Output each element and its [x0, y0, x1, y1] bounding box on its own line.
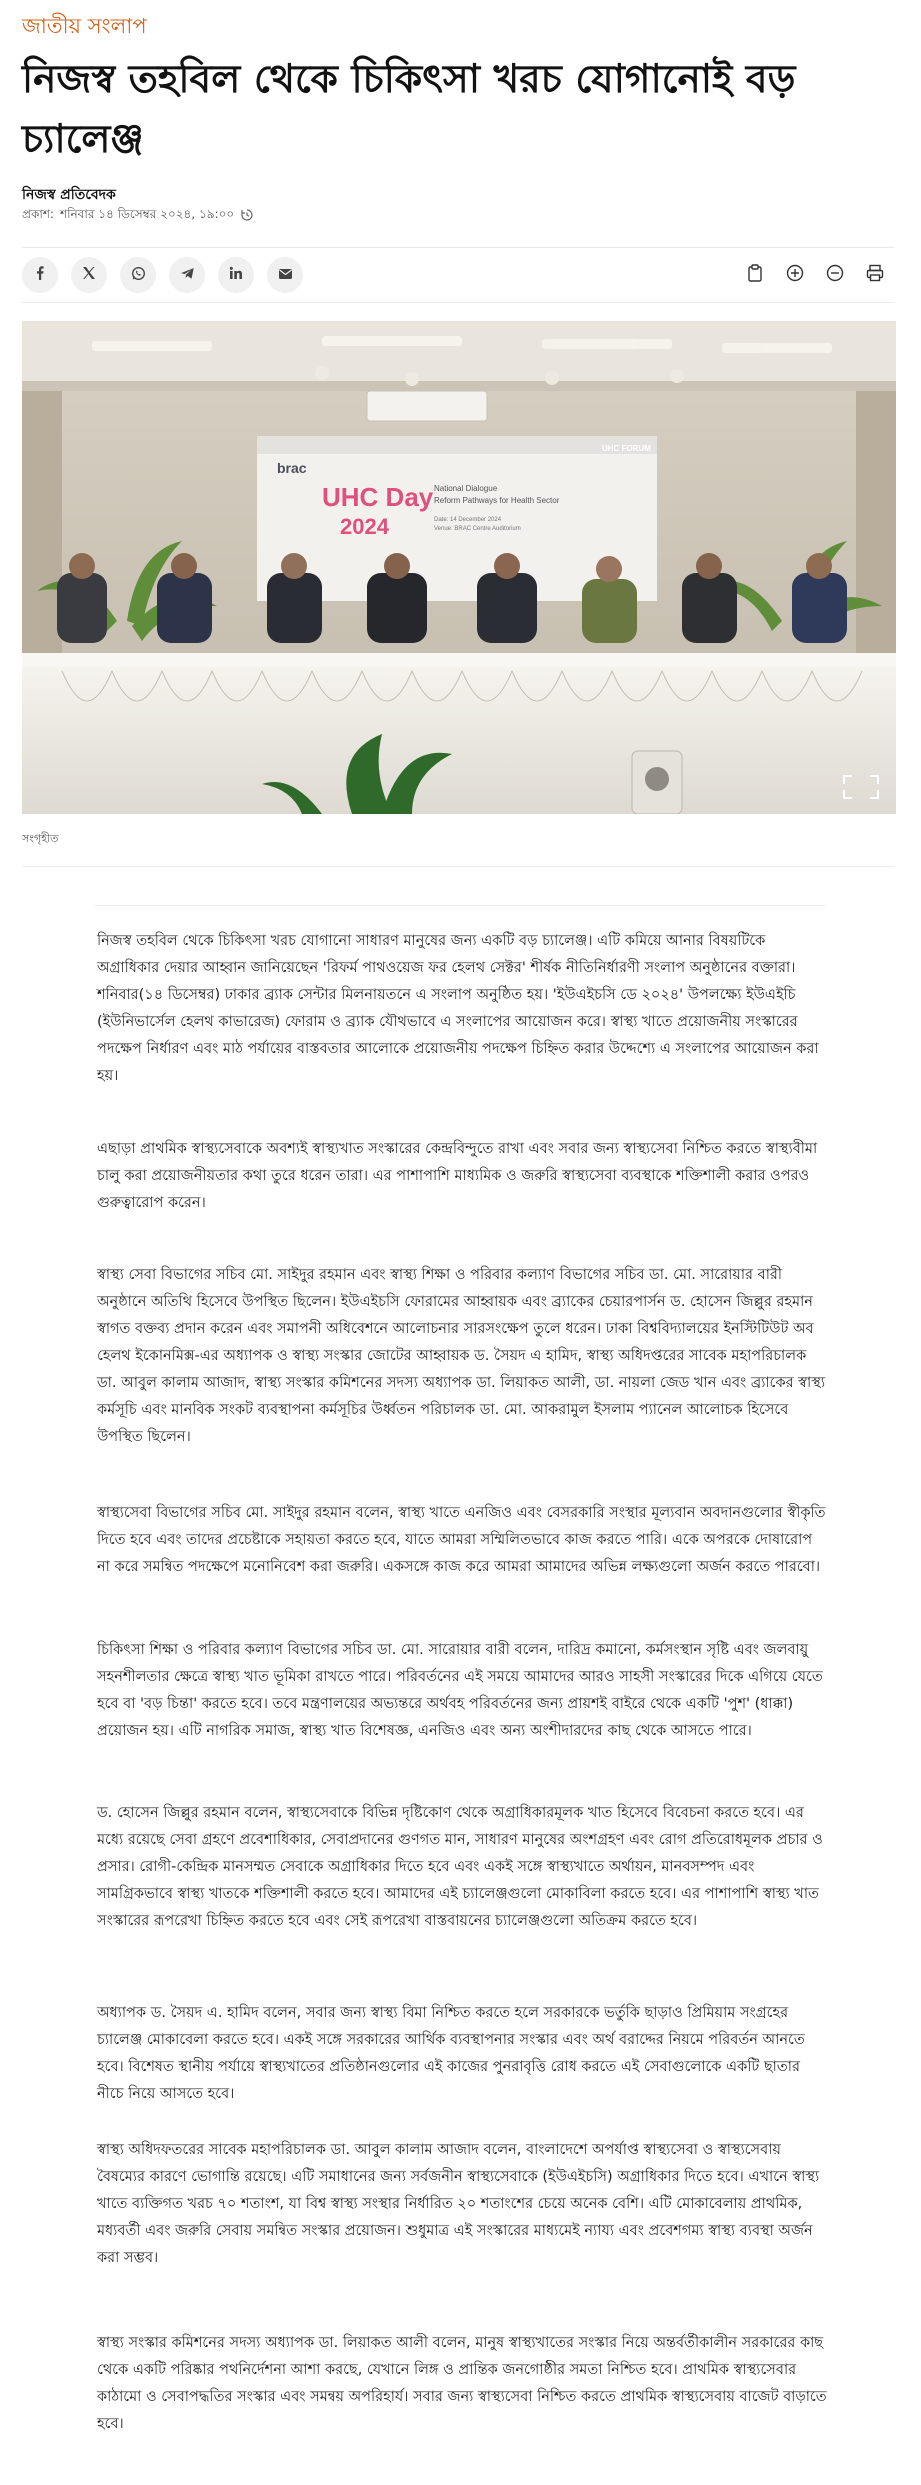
linkedin-share-button[interactable] [218, 257, 254, 293]
clipboard-icon [747, 264, 763, 286]
email-share-button[interactable] [267, 257, 303, 293]
published-label: প্রকাশ: [22, 207, 54, 221]
publish-info [22, 206, 254, 226]
facebook-icon [33, 266, 47, 284]
banner-subtitle-1: National Dialogue [434, 484, 498, 493]
banner-title-line2: 2024 [340, 514, 389, 539]
history-icon[interactable] [240, 209, 254, 224]
share-buttons [22, 257, 303, 293]
page-title: নিজস্ব তহবিল থেকে চিকিৎসা খরচ যোগানোই বড় চ্যালেঞ্জ [22, 57, 796, 162]
zoom-in-icon [786, 264, 804, 286]
zoom-out-icon [826, 264, 844, 286]
divider [95, 905, 825, 906]
article-paragraph: অধ্যাপক ড. সৈয়দ এ. হামিদ বলেন, সবার জন্য স্বাস্থ্য বিমা নিশ্চিত করতে হলে সরকারকে ভর্তুকি ছাড়াও প্রিমিয়াম সংগ্রহের চ্যালেঞ্জ মোকাবেলা করতে হবে। একই সঙ্গে সরকারের আর্থিক ব্যবস্থাপনার সংস্কার এবং অর্থ বরাদ্দের নিয়মে পরিবর্তন আনতে হবে। বিশেষত স্থানীয় পর্যায়ে স্বাস্থ্যখাতের প্রতিষ্ঠানগুলোর এই কাজের পুনরাবৃত্তি রোধ করতে এই সেবাগুলোকে একটি ছাতার নীচে নিয়ে আসতে হবে। [97, 2005, 805, 2102]
article-paragraph: স্বাস্থ্যসেবা বিভাগের সচিব মো. সাইদুর রহমান বলেন, স্বাস্থ্য খাতে এনজিও এবং বেসরকারি সংস্থার মূল্যবান অবদানগুলোর স্বীকৃতি দিতে হবে এবং তাদের প্রচেষ্টাকে সহায়তা করতে হবে, যাতে আমরা সম্মিলিতভাবে কাজ করতে পারি। একে অপরকে দোষারোপ না করে সমন্বিত পদক্ষেপে মনোনিবেশ করা জরুরি। একসঙ্গে কাজ করে আমরা আমাদের অভিন্ন লক্ষ্যগুলো অর্জন করতে পারবো। [97, 1505, 826, 1575]
banner-date: Date: 14 December 2024 [434, 517, 502, 523]
article-tools [744, 264, 894, 286]
article-paragraph: নিজস্ব তহবিল থেকে চিকিৎসা খরচ যোগানো সাধারণ মানুষের জন্য একটি বড় চ্যালেঞ্জ। এটি কমিয়ে আনার বিষয়টিকে অগ্রাধিকার দেয়ার আহ্বান জানিয়েছেন 'রিফর্ম পাথওয়েজ ফর হেলথ সেক্টর' শীর্ষক নীতিনির্ধারণী সংলাপ অনুষ্ঠানের বক্তারা। শনিবার(১৪ ডিসেম্বর) ঢাকার ব্র্যাক সেন্টার মিলনায়তনে এ সংলাপ অনুষ্ঠিত হয়। 'ইউএইচসি ডে ২০২৪' উপলক্ষ্যে ইউএইচি (ইউনিভার্সেল হেলথ কাভারেজ) ফোরাম ও ব্র্যাক যৌথভাবে এ সংলাপের আয়োজন করে। স্বাস্থ্য খাতে প্রয়োজনীয় সংস্কারের পদক্ষেপ নির্ধারণ এবং মাঠ পর্যায়ের বাস্তবতার আলোকে প্রয়োজনীয় পদক্ষেপ চিহ্নিত করার উদ্দেশ্যে এ সংলাপের আয়োজন করা হয়। [97, 933, 819, 1084]
divider [22, 866, 894, 867]
article-photo[interactable] [22, 321, 896, 814]
zoom-out-button[interactable] [824, 264, 846, 286]
article-paragraph: চিকিৎসা শিক্ষা ও পরিবার কল্যাণ বিভাগের সচিব ডা. মো. সারোয়ার বারী বলেন, দারিদ্র কমানো, কর্মসংস্থান সৃষ্টি এবং জলবায়ু সহনশীলতার ক্ষেত্রে স্বাস্থ্য খাত ভূমিকা রাখতে পারে। পরিবর্তনের এই সময়ে আমাদের আরও সাহসী সংস্কারের দিকে এগিয়ে যেতে হবে বা 'বড় চিন্তা' করতে হবে। তবে মন্ত্রণালয়ের অভ্যন্তরে অর্থবহ পরিবর্তনের জন্য প্রায়শই বাইরে থেকে একটি 'পুশ' (ধাক্কা) প্রয়োজন হয়। এটি নাগরিক সমাজ, স্বাস্থ্য খাত বিশেষজ্ঞ, এনজিও এবং অন্য অংশীদারদের কাছ থেকে আসতে পারে। [97, 1642, 823, 1739]
article-paragraph: স্বাস্থ্য সেবা বিভাগের সচিব মো. সাইদুর রহমান এবং স্বাস্থ্য শিক্ষা ও পরিবার কল্যাণ বিভাগের সচিব ডা. মো. সারোয়ার বারী অনুষ্ঠানে অতিথি হিসেবে উপস্থিত ছিলেন। ইউএইচসি ফোরামের আহ্বায়ক এবং ব্র্যাকের চেয়ারপার্সন ড. হোসেন জিল্লুর রহমান স্বাগত বক্তব্য প্রদান করেন এবং সমাপনী অধিবেশনে আলোচনার সারসংক্ষেপ তুলে ধরেন। ঢাকা বিশ্ববিদ্যালয়ের ইনস্টিটিউট অব হেলথ ইকোনমিক্স-এর অধ্যাপক ও স্বাস্থ্য সংস্কার জোটের আহ্বায়ক ড. সৈয়দ এ হামিদ, স্বাস্থ্য অধিদপ্তরের সাবেক মহাপরিচালক ডা. আবুল কালাম আজাদ, স্বাস্থ্য সংস্কার কমিশনের সদস্য অধ্যাপক ডা. লিয়াকত আলী, ডা. নায়লা জেড খান এবং ব্র্যাকের স্বাস্থ্য কর্মসূচি এবং মানবিক সংকট ব্যবস্থাপনা কর্মসূচির উর্ধ্বতন পরিচালক ডা. মো. আকরামুল ইসলাম প্যানেল আলোচক হিসেবে উপস্থিত ছিলেন। [97, 1267, 826, 1445]
article-paragraph: ড. হোসেন জিল্লুর রহমান বলেন, স্বাস্থ্যসেবাকে বিভিন্ন দৃষ্টিকোণ থেকে অগ্রাধিকারমূলক খাত হিসেবে বিবেচনা করতে হবে। এর মধ্যে রয়েছে সেবা গ্রহণে প্রবেশাধিকার, সেবাপ্রদানের গুণগত মান, সাধারণ মানুষের অংশগ্রহণ এবং রোগ প্রতিরোধমূলক প্রচার ও প্রসার। রোগী-কেন্দ্রিক মানসম্মত সেবাকে অগ্রাধিকার দিতে হবে এবং একই সঙ্গে স্বাস্থ্যখাতে অর্থায়ন, মানবসম্পদ এবং সামগ্রিকভাবে স্বাস্থ্য খাতকে শক্তিশালী করতে হবে। আমাদের এই চ্যালেঞ্জগুলো মোকাবিলা করতে হবে। এর পাশাপাশি স্বাস্থ্য খাত সংস্কারের রূপরেখা চিহ্নিত করতে হবে এবং সেই রূপরেখা বাস্তবায়নের চ্যালেঞ্জগুলো অতিক্রম করতে হবে। [97, 1805, 823, 1929]
article-paragraph: এছাড়া প্রাথমিক স্বাস্থ্যসেবাকে অবশ্যই স্বাস্থ্যখাত সংস্কারের কেন্দ্রবিন্দুতে রাখা এবং সবার জন্য স্বাস্থ্যসেবা নিশ্চিত করতে স্বাস্থ্যবীমা চালু করা প্রয়োজনীয়তার কথা তুরে ধরেন তারা। এর পাশাপাশি মাধ্যমিক ও জরুরি স্বাস্থ্যসেবা ব্যবস্থাকে শক্তিশালী করার ওপরও গুরুত্বারোপ করেন। [97, 1141, 818, 1211]
x-twitter-icon [82, 266, 96, 284]
facebook-share-button[interactable] [22, 257, 58, 293]
telegram-icon [180, 266, 195, 285]
photo-caption: সংগৃহীত [22, 832, 59, 845]
author-byline[interactable]: নিজস্ব প্রতিবেদক [22, 187, 116, 203]
whatsapp-share-button[interactable] [120, 257, 156, 293]
banner-subtitle-2: Reform Pathways for Health Sector [434, 496, 560, 505]
article-paragraph: স্বাস্থ্য সংস্কার কমিশনের সদস্য অধ্যাপক ডা. লিয়াকত আলী বলেন, মানুষ স্বাস্থ্যখাতের সংস্কার নিয়ে অন্তর্বর্তীকালীন সরকারের কাছ থেকে একটি পরিষ্কার পথনির্দেশনা আশা করছে, যেখানে লিঙ্গ ও প্রান্তিক জনগোষ্ঠীর সমতা নিশ্চিত হবে। প্রাথমিক স্বাস্থ্যসেবার কাঠামো ও সেবাপদ্ধতির সংস্কার এবং সমন্বয় অপরিহার্য। সবার জন্য স্বাস্থ্যসেবা নিশ্চিত করতে প্রাথমিক স্বাস্থ্যসেবায় বাজেট বাড়াতে হবে। [97, 2335, 827, 2432]
banner-title-line1: UHC Day [322, 482, 434, 512]
article-paragraph: স্বাস্থ্য অধিদফতরের সাবেক মহাপরিচালক ডা. আবুল কালাম আজাদ বলেন, বাংলাদেশে অপর্যাপ্ত স্বাস্থ্যসেবা ও স্বাস্থ্যসেবায় বৈষম্যের কারণে ভোগান্তি রয়েছে। এটি সমাধানের জন্য সর্বজনীন স্বাস্থ্যসেবাকে (ইউএইচসি) অগ্রাধিকার দিতে হবে। এখানে স্বাস্থ্য খাতে ব্যক্তিগত খরচ ৭০ শতাংশ, যা বিশ্ব স্বাস্থ্য সংস্থার নির্ধারিত ২০ শতাংশের চেয়ে অনেক বেশি। এটি মোকাবেলায় প্রাথমিক, মধ্যবর্তী এবং জরুরি সেবায় সমন্বিত সংস্কার প্রয়োজন। শুধুমাত্র এই সংস্কারের মাধ্যমেই ন্যায্য এবং প্রবেশগম্য স্বাস্থ্য ব্যবস্থা অর্জন করা সম্ভব। [97, 2142, 820, 2266]
published-date: শনিবার ১৪ ডিসেম্বর ২০২৪, ১৯:০০ [59, 207, 235, 221]
dialogue-event-photo [22, 321, 896, 814]
print-button[interactable] [864, 264, 886, 286]
x-share-button[interactable] [71, 257, 107, 293]
email-icon [278, 266, 293, 284]
zoom-in-button[interactable] [784, 264, 806, 286]
share-toolbar [22, 247, 894, 303]
telegram-share-button[interactable] [169, 257, 205, 293]
copy-button[interactable] [744, 264, 766, 286]
linkedin-icon [229, 266, 243, 284]
banner-org-logo: brac [277, 460, 307, 476]
whatsapp-icon [131, 266, 146, 285]
banner-forum-label: UHC FORUM [602, 444, 651, 453]
category-link[interactable]: জাতীয় সংলাপ [22, 14, 147, 38]
banner-venue: Venue: BRAC Centre Auditorium [434, 526, 521, 532]
print-icon [866, 264, 884, 286]
